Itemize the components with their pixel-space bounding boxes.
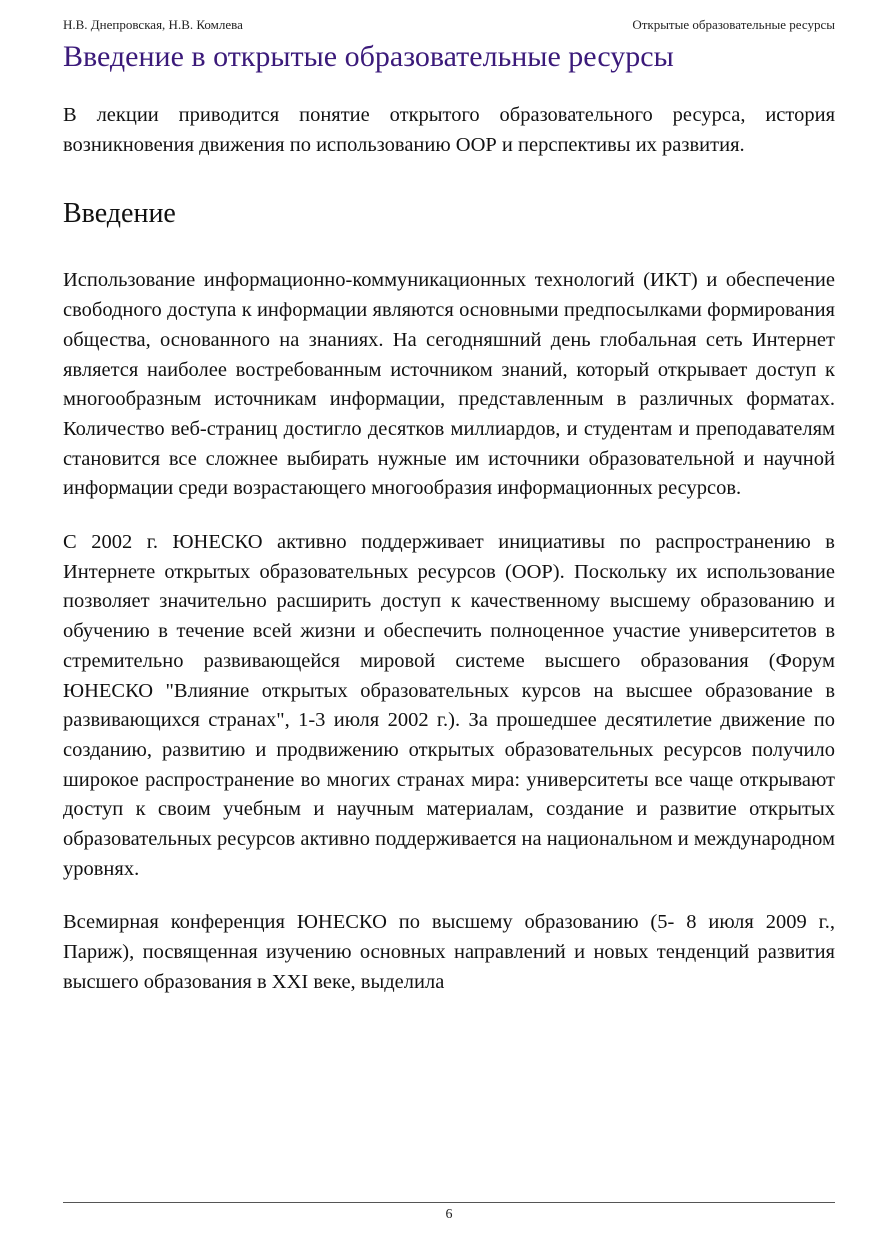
abstract-paragraph: В лекции приводится понятие открытого образовательного ресурса, история возникновения движения по использованию ООР и перспективы их развития. [63, 104, 835, 156]
running-header [63, 16, 835, 34]
page-number: 6 [445, 1207, 453, 1222]
lecture-title: Введение в открытые образовательные ресурсы [63, 40, 674, 73]
document-page [63, 0, 835, 1241]
body-paragraph-2: С 2002 г. ЮНЕСКО активно поддерживает инициативы по распространению в Интернете открытых образовательных ресурсов (ООР). Поскольку их использование позволяет значительно расширить доступ к качественному высшему образованию и обучению в течение всей жизни и обеспечить полноценное участие университетов в стремительно развивающейся мировой системе высшего образования (Форум ЮНЕСКО "Влияние открытых образовательных курсов на высшее образование в развивающихся странах", 1-3 июля 2002 г.). За прошедшее десятилетие движение по созданию, развитию и продвижению открытых образовательных ресурсов получило широкое распространение во многих странах мира: университеты все чаще открывают доступ к своим учебным и научным материалам, создание и развитие открытых образовательных ресурсов активно поддерживается на национальном и международном уровнях. [63, 531, 835, 880]
header-course-title: Открытые образовательные ресурсы [632, 17, 835, 32]
header-authors: Н.В. Днепровская, Н.В. Комлева [63, 17, 243, 32]
section-heading: Введение [63, 198, 176, 230]
footer-divider [63, 1202, 835, 1203]
body-paragraph-1: Использование информационно-коммуникационных технологий (ИКТ) и обеспечение свободного доступа к информации являются основными предпосылками формирования общества, основанного на знаниях. На сегодняшний день глобальная сеть Интернет является наиболее востребованным источником знаний, который открывает доступ к многообразным источникам информации, представленным в различных форматах. Количество веб-страниц достигло десятков миллиардов, и студентам и преподавателям становится все сложнее выбирать нужные им источники образовательной и научной информации среди возрастающего многообразия информационных ресурсов. [63, 269, 835, 500]
body-paragraph-3: Всемирная конференция ЮНЕСКО по высшему образованию (5- 8 июля 2009 г., Париж), посвященная изучению основных направлений и новых тенденций развития высшего образования в XXI веке, выделила [63, 911, 835, 993]
page-content [63, 101, 835, 998]
